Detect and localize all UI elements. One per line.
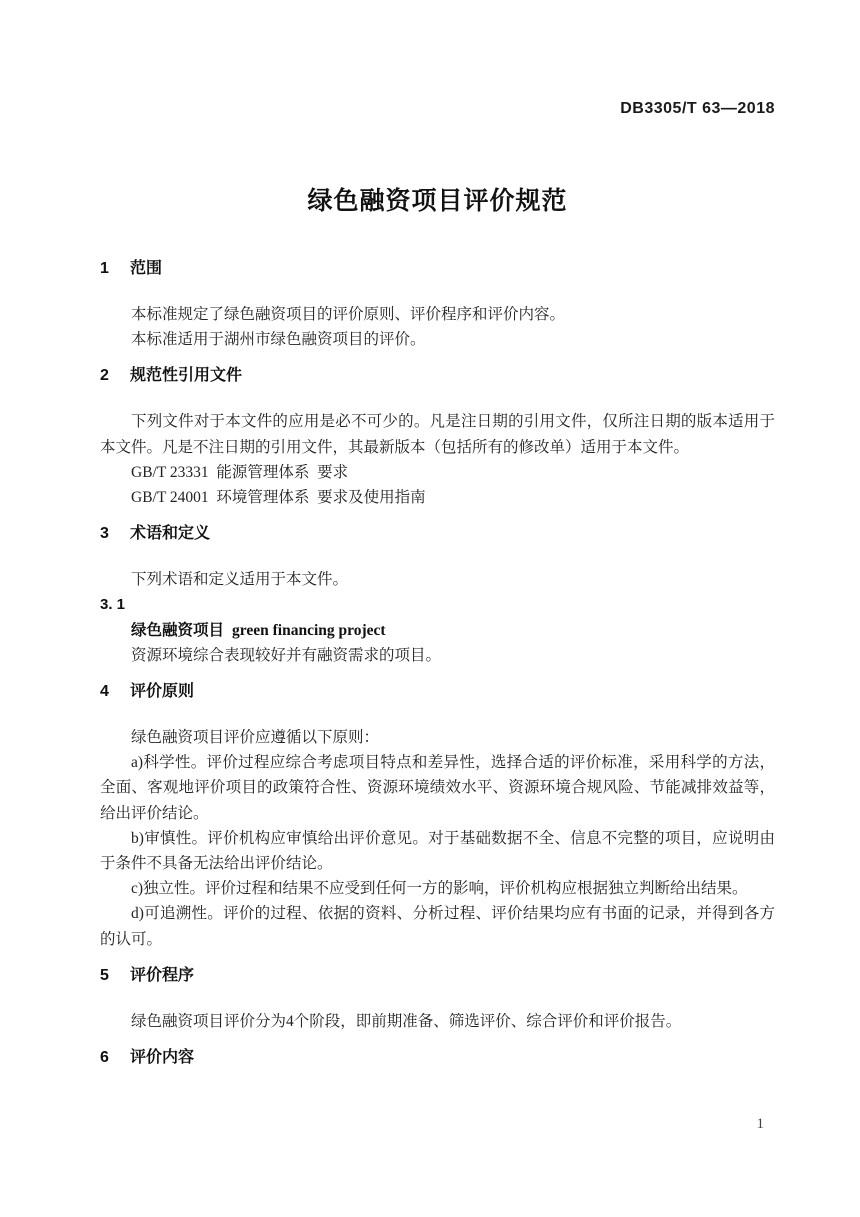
section-number: 2 [100,367,109,385]
standard-number: DB3305/T 63—2018 [620,100,775,117]
page-number: 1 [756,1116,764,1132]
term-clause-number: 3. 1 [100,596,126,614]
term-entry [131,618,775,643]
section-heading-evaluation-principles [100,682,775,702]
paragraph: 绿色融资项目评价分为4个阶段，即前期准备、筛选评价、综合评价和评价报告。 [131,1012,682,1030]
paragraph: 下列术语和定义适用于本文件。 [131,571,349,589]
term-name-english: green financing project [232,621,386,639]
section-heading-evaluation-content [100,1048,775,1068]
reference-item: GB/T 24001 环境管理体系 要求及使用指南 [131,489,426,507]
section-number: 6 [100,1049,109,1067]
section-number: 1 [100,260,109,277]
reference-item: GB/T 23331 能源管理体系 要求 [131,463,349,481]
principle-item-b: b)审慎性。评价机构应审慎给出评价意见。对于基础数据不全、信息不完整的项目，应说明由于条件不具备无法给出评价结论。 [100,829,775,873]
section-title: 术语和定义 [130,525,211,543]
section-heading-scope [100,259,775,279]
paragraph: 本标准适用于湖州市绿色融资项目的评价。 [131,331,426,349]
document-title: 绿色融资项目评价规范 [307,187,568,215]
section-title: 范围 [130,260,163,277]
section-number: 5 [100,966,109,984]
paragraph: 本标准规定了绿色融资项目的评价原则、评价程序和评价内容。 [131,306,566,323]
term-definition: 资源环境综合表现较好并有融资需求的项目。 [131,646,442,664]
section-heading-normative-references [100,366,775,386]
section-title: 评价程序 [130,966,195,984]
paragraph: 绿色融资项目评价应遵循以下原则： [131,729,380,747]
principle-item-a: a)科学性。评价过程应综合考虑项目特点和差异性，选择合适的评价标准，采用科学的方法，全面、客观地评价项目的政策符合性、资源环境绩效水平、资源环境合规风险、节能减排效益等，给出评价结论。 [100,754,775,822]
term-name-chinese: 绿色融资项目 [131,621,225,639]
section-heading-terms-definitions [100,524,775,544]
section-title: 评价内容 [130,1049,195,1067]
section-title: 规范性引用文件 [130,367,243,385]
principle-item-d: d)可追溯性。评价的过程、依据的资料、分析过程、评价结果均应有书面的记录，并得到各方的认可。 [100,905,775,948]
section-heading-evaluation-procedure [100,966,775,986]
section-number: 4 [100,683,109,701]
principle-item-c: c)独立性。评价过程和结果不应受到任何一方的影响，评价机构应根据独立判断给出结果。 [131,880,748,898]
section-title: 评价原则 [130,683,195,701]
paragraph: 下列文件对于本文件的应用是必不可少的。凡是注日期的引用文件，仅所注日期的版本适用于本文件。凡是不注日期的引用文件，其最新版本（包括所有的修改单）适用于本文件。 [100,413,775,456]
section-number: 3 [100,525,109,543]
